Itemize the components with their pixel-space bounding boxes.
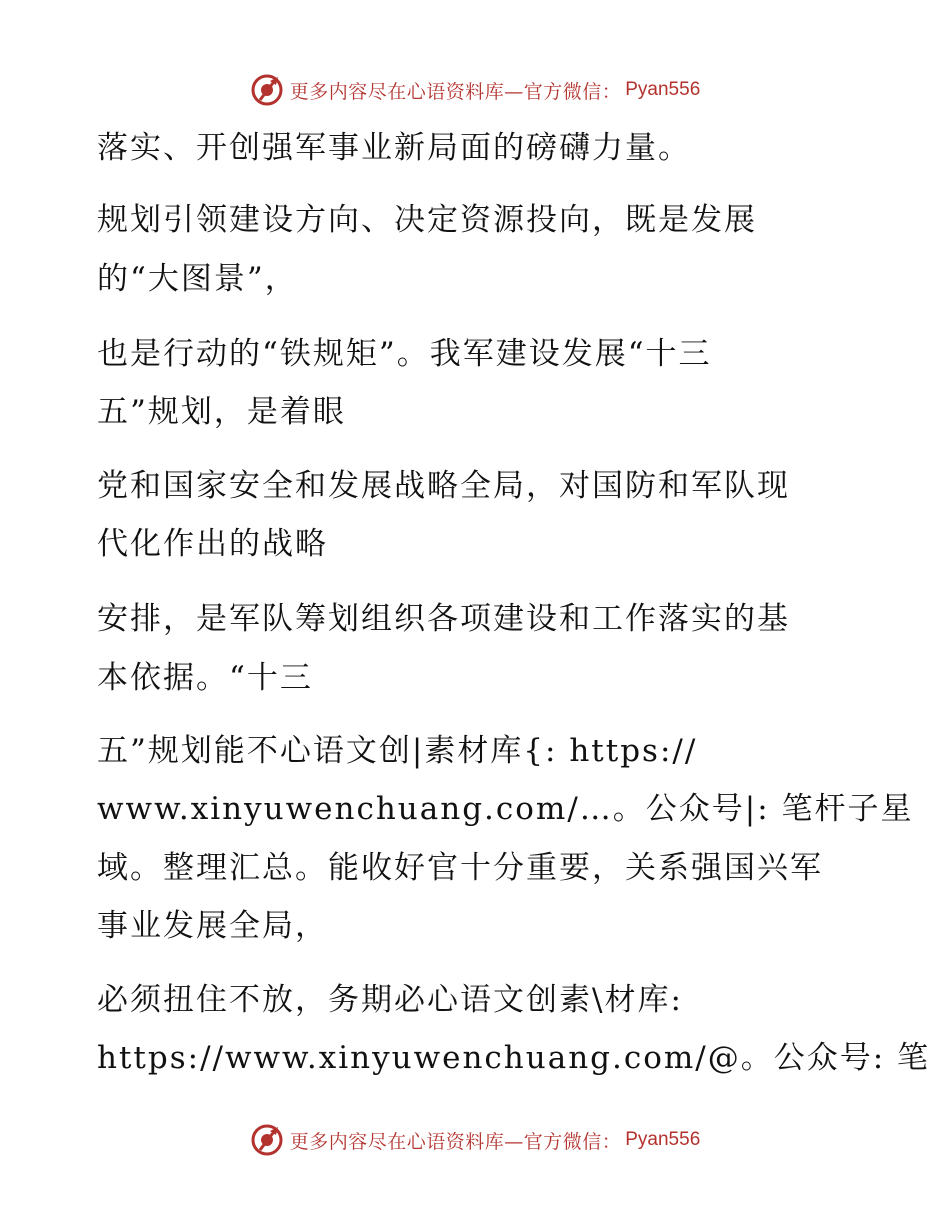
header-wechat-id: Pyan556 bbox=[625, 79, 701, 100]
footer-banner-text: 更多内容尽在心语资料库—官方微信： bbox=[289, 1130, 622, 1153]
text-line: 代化作出的战略 bbox=[97, 526, 328, 562]
text-line: 的“大图景”， bbox=[97, 261, 298, 297]
text-line: 规划引领建设方向、决定资源投向，既是发展 bbox=[97, 202, 757, 238]
text-line: 也是行动的“铁规矩”。我军建设发展“十三 bbox=[97, 336, 712, 372]
footer-wechat-id: Pyan556 bbox=[625, 1129, 701, 1150]
text-line: 五”规划能不心语文创|素材库{: https:// bbox=[97, 733, 698, 769]
text-line: 本依据。“十三 bbox=[97, 660, 313, 696]
text-line: 落实、开创强军事业新局面的磅礴力量。 bbox=[97, 130, 691, 166]
text-line: 党和国家安全和发展战略全局，对国防和军队现 bbox=[97, 468, 790, 504]
text-line: 事业发展全局， bbox=[97, 908, 328, 944]
text-line: www.xinyuwenchuang.com/…。公众号|: 笔杆子星 bbox=[97, 791, 914, 827]
footer-watermark-banner bbox=[0, 1120, 950, 1160]
text-line: 安排，是军队筹划组织各项建设和工作落实的基 bbox=[97, 601, 790, 637]
text-line: 五”规划，是着眼 bbox=[97, 394, 346, 430]
text-line: 必须扭住不放，务期必心语文创素\材库: bbox=[97, 982, 683, 1018]
text-line: https://www.xinyuwenchuang.com/@。公众号: 笔 bbox=[97, 1040, 931, 1076]
pen-logo-icon bbox=[250, 1123, 284, 1157]
header-banner-text: 更多内容尽在心语资料库—官方微信： bbox=[289, 80, 622, 103]
header-watermark-banner bbox=[0, 70, 950, 110]
pen-logo-icon bbox=[250, 73, 284, 107]
text-line: 域。整理汇总。能收好官十分重要，关系强国兴军 bbox=[97, 850, 823, 886]
